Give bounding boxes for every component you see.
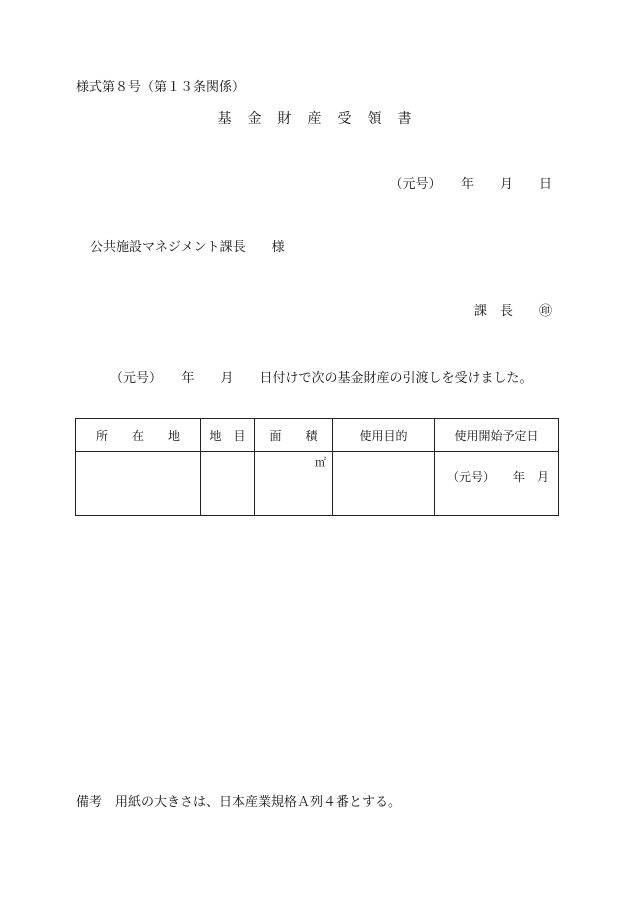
remarks: 備考 用紙の大きさは、日本産業規格Ａ列４番とする。 — [76, 795, 402, 810]
issuer-seal-line: 課 長 ㊞ — [473, 304, 552, 319]
header-location: 所 在 地 — [76, 419, 201, 452]
body-text: （元号） 年 月 日付けで次の基金財産の引渡しを受けました。 — [110, 371, 533, 386]
area-unit: ㎡ — [315, 456, 326, 469]
date-line: （元号） 年 月 日 — [389, 177, 552, 192]
cell-start-date — [435, 452, 559, 516]
property-table — [75, 418, 559, 516]
table-header-row — [76, 419, 559, 452]
header-area: 面 積 — [255, 419, 333, 452]
cell-purpose — [333, 452, 435, 516]
cell-land-category — [201, 452, 255, 516]
table-row — [76, 452, 559, 516]
header-purpose: 使用目的 — [333, 419, 435, 452]
header-start-date: 使用開始予定日 — [435, 419, 559, 452]
header-land-category: 地 目 — [201, 419, 255, 452]
form-number: 様式第８号（第１３条関係） — [76, 80, 246, 95]
start-date-value: （元号） 年 月 — [447, 470, 550, 484]
document-title: 基 金 財 産 受 領 書 — [217, 111, 413, 127]
cell-area — [255, 452, 333, 516]
cell-location — [76, 452, 201, 516]
addressee: 公共施設マネジメント課長 様 — [90, 240, 285, 255]
